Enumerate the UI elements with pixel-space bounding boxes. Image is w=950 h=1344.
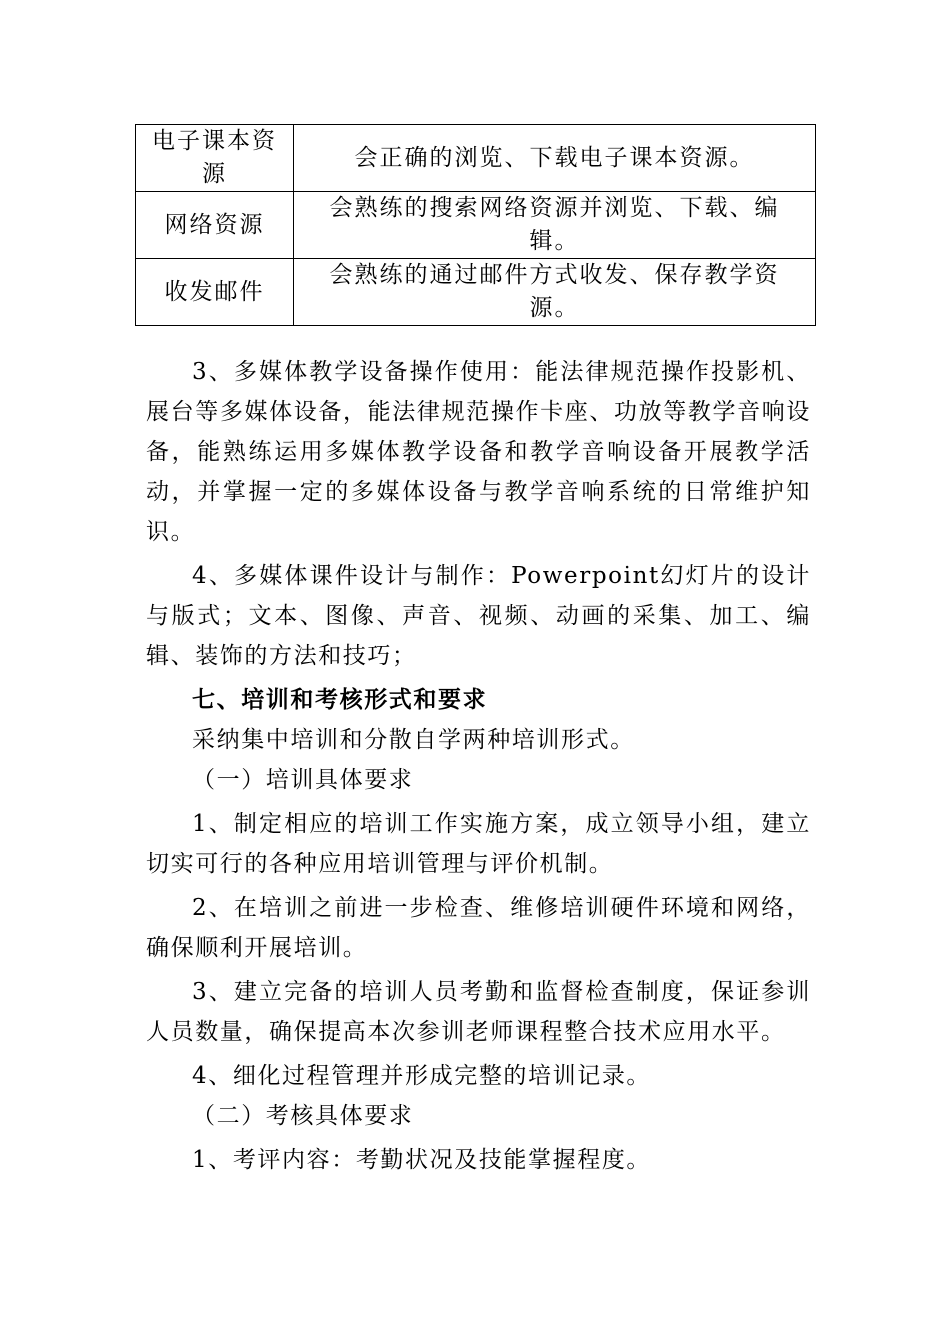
subsection-title: （二）考核具体要求 [192, 1103, 414, 1129]
list-item: 4、细化过程管理并形成完整的培训记录。 [192, 1063, 652, 1089]
list-item: 3、建立完备的培训人员考勤和监督检查制度，保证参训人员数量，确保提高本次参训老师课程整合技术应用水平。 [146, 979, 811, 1045]
table-cell-description: 会熟练的搜索网络资源并浏览、下载、编辑。 [294, 192, 816, 259]
paragraph-courseware-design: 4、多媒体课件设计与制作：Powerpoint幻灯片的设计与版式；文本、图像、声音、视频、动画的采集、加工、编辑、装饰的方法和技巧； [146, 563, 811, 669]
resource-skills-table [135, 124, 816, 326]
section-heading: 七、培训和考核形式和要求 [192, 687, 488, 713]
table-cell-label: 电子课本资源 [136, 125, 294, 192]
list-item: 1、考评内容：考勤状况及技能掌握程度。 [192, 1147, 652, 1173]
table-row [136, 192, 816, 259]
table-row [136, 259, 816, 326]
subsection-title: （一）培训具体要求 [192, 767, 414, 793]
list-item: 2、在培训之前进一步检查、维修培训硬件环境和网络，确保顺利开展培训。 [146, 895, 811, 961]
table-cell-description: 会熟练的通过邮件方式收发、保存教学资源。 [294, 259, 816, 326]
document-body [146, 352, 811, 1180]
paragraph-multimedia-devices: 3、多媒体教学设备操作使用：能法律规范操作投影机、展台等多媒体设备，能法律规范操作卡座、功放等教学音响设备，能熟练运用多媒体教学设备和教学音响设备开展教学活动，并掌握一定的多媒体设备与教学音响系统的日常维护知识。 [146, 359, 811, 545]
table-cell-description: 会正确的浏览、下载电子课本资源。 [294, 125, 816, 192]
table-cell-label: 网络资源 [136, 192, 294, 259]
section-intro: 采纳集中培训和分散自学两种培训形式。 [192, 727, 635, 753]
table-cell-label: 收发邮件 [136, 259, 294, 326]
table-row [136, 125, 816, 192]
list-item: 1、制定相应的培训工作实施方案，成立领导小组，建立切实可行的各种应用培训管理与评价机制。 [146, 811, 811, 877]
